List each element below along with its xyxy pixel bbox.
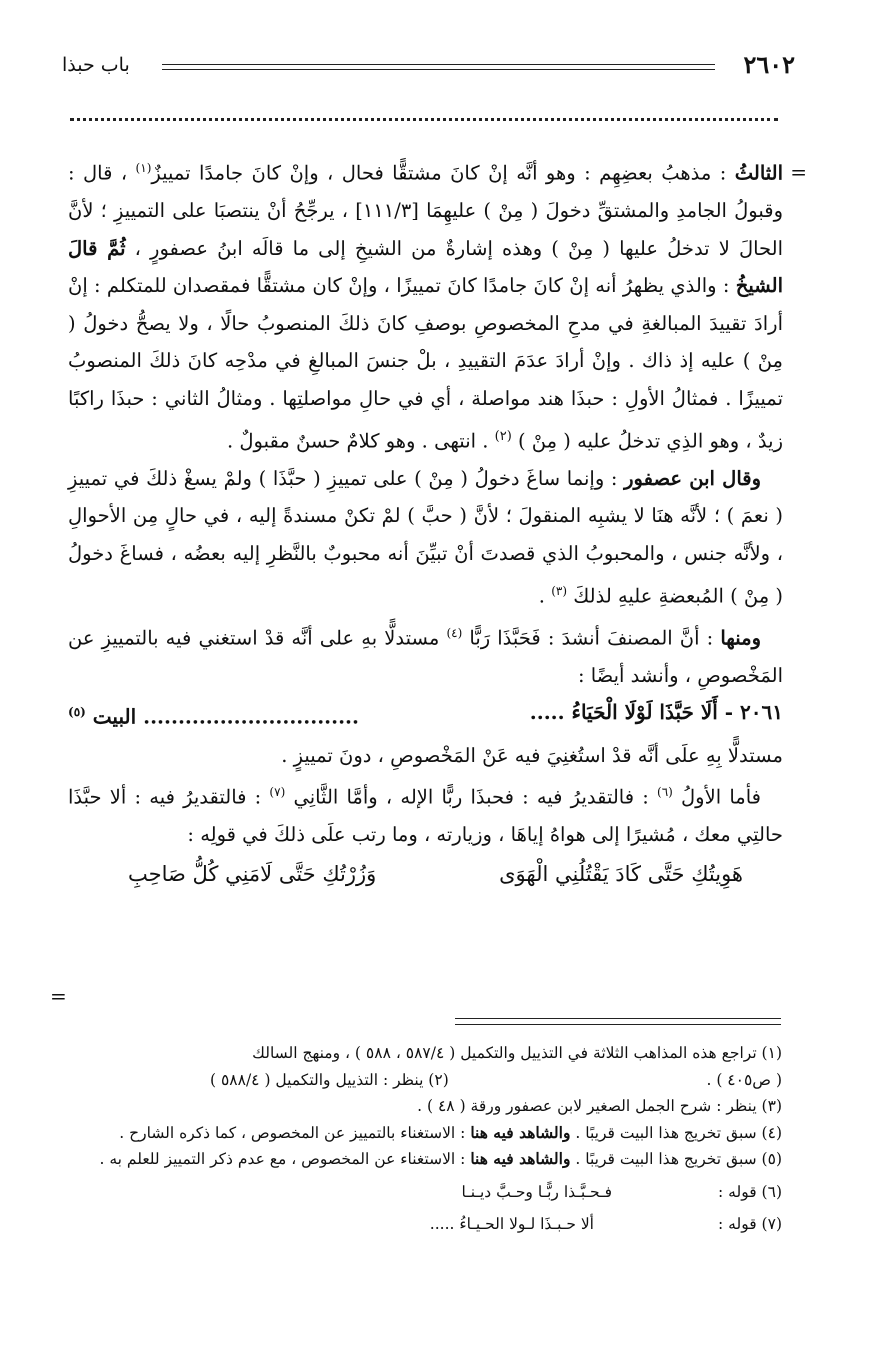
footnote-label: (٧) قوله : [718, 1215, 782, 1233]
footnote-ref: (٥) [68, 705, 86, 720]
footnote-5 [70, 1146, 782, 1173]
poetry-line [68, 856, 783, 894]
footnote-1 [70, 1040, 782, 1067]
poem-hemistich-first: هَوِيتُكِ حَتَّى كَادَ يَقْتُلُنِي الْهَوَى [499, 861, 743, 886]
footnote-lead: والشاهد فيه هنا [470, 1122, 571, 1142]
footnote-3 [70, 1093, 782, 1120]
footnote-text: (١) تراجع هذه المذاهب الثلاثة في التذييل والتكميل ( ٥٨٧/٤ ، ٥٨٨ ) ، ومنهج السالك [252, 1044, 782, 1062]
footnote-ref: (١) [135, 161, 152, 175]
paragraph-text: فأما الأولُ [681, 785, 761, 809]
paragraph-text: : أنَّ المصنفَ أنشدَ : فَحَبَّذَا رَبًّا [469, 626, 714, 650]
continues-mark: = [50, 984, 67, 1008]
section-title: باب حبذا [62, 54, 130, 76]
footnote-7 [70, 1211, 782, 1238]
paragraph-text: مستدلًّا بهِ على أنَّه قدْ استغني فيه بالتمييزِ عن المَخْصوصِ ، وأنشد أيضًا : [68, 626, 783, 687]
footnote-text: (٤) سبق تخريج هذا البيت قريبًا . [575, 1123, 782, 1142]
footnote-ref: (٤) [446, 625, 463, 640]
dotted-separator [70, 118, 778, 121]
footnote-rule [455, 1018, 781, 1019]
footnote-text: ( ص٤٠٥ ) . [706, 1070, 782, 1089]
footnote-ref: (٧) [269, 785, 286, 800]
paragraph-ibn-usfur [68, 460, 783, 615]
header-rule [162, 64, 715, 70]
poem-hemistich-second: وَزُرْتُكِ حَتَّى لَامَنِي كُلُّ صَاحِبِ [128, 861, 377, 886]
page-number: ٢٦٠٢ [743, 50, 795, 79]
paragraph-text: ، قال : وقبولُ الجامدِ والمشتقِّ دخولَ ( مِنْ ) عليهِمَا [١١١/٣] ، يرجِّحُ أنْ ينتصبَا على التمييزِ ؛ لأنَّ الحالَ لا تدخلُ عليها ( مِنْ ) وهذه إشارةٌ من الشيخِ إلى ما قالَه ابنُ عصفورٍ ، [68, 161, 783, 260]
paragraph-text: . انتهى . وهو كلامٌ حسنٌ مقبولٌ . [226, 429, 489, 453]
footnote-text: : الاستغناء بالتمييز عن المخصوص ، كما ذكره الشارح . [119, 1123, 466, 1142]
paragraph-lead: ومنها [720, 626, 761, 650]
paragraph-lead: وقال ابن عصفور [624, 466, 762, 490]
paragraph-text: : مذهبُ بعضِهِم : وهو أنَّه إنْ كانَ مشتقًّا فحال ، وإنْ كانَ جامدًا تمييزٌ [151, 161, 727, 185]
footnote-text: (٥) سبق تخريج هذا البيت قريبًا . [575, 1150, 782, 1168]
paragraph-fa-amma [68, 774, 783, 854]
footnote-rule [455, 1024, 781, 1025]
paragraph-lead: الثالثُ [734, 161, 784, 185]
footnote-ref: (٦) [657, 785, 673, 800]
footnote-text: : الاستغناء عن المخصوص ، مع عدم ذكر التمييز للعلم به . [99, 1150, 466, 1168]
paragraph-text: . [538, 584, 545, 608]
footnote-text: (٣) ينظر : شرح الجمل الصغير لابن عصفور ورقة ( ٤٨ ) . [417, 1097, 782, 1115]
footnote-verse: ألا حـبـذَا لـولا الحـيـاءُ ..... [429, 1215, 594, 1233]
footnote-lead: والشاهد فيه هنا [470, 1149, 571, 1168]
example-number: ٢٠٦١ - [724, 700, 783, 725]
example-bayt: البيت [92, 704, 137, 729]
paragraph-text: : فالتقديرُ فيه : ألا حبَّذَا حالتِي معك ، مُشيرًا إلى هواهُ إياهَا ، وزيارته ، وما رتب علَى ذلكَ في قولِه : [68, 785, 783, 847]
main-text [68, 150, 783, 893]
footnotes [70, 1040, 782, 1238]
paragraph-text: : فالتقديرُ فيه : فحبذَا ربًّا الإله ، وأمَّا الثَّانِي [293, 785, 649, 809]
footnote-ref: (٣) [551, 583, 568, 598]
paragraph-text: : والذي يظهرُ أنه إنْ كانَ جامدًا كانَ تمييزًا ، وإنْ كان مشتقًّا فمقصدان للمتكلم : إنْ أرادَ تقييدَ المبالغةِ في مدحِ المخصوصِ بوصفِ كانَ ذلكَ المنصوبُ حالًا ، ولا يصحُّ دخولُ ( مِنْ ) عليه إذ ذاك . وإنْ أرادَ عدَمَ التقييدِ ، بلْ جنسَ المبالغِ في مدْحِه كانَ ذلكَ المنصوبُ تمييزًا . فمثالُ الأولِ : حبذَا هند مواصلة ، أي في حالِ مواصلتِها . ومثالُ الثاني : حبذَا راكبًا زيدٌ ، وهو الذِي تدخلُ عليه ( مِنْ ) [68, 274, 783, 453]
example-verse [530, 694, 783, 736]
footnote-2: (٢) ينظر : التذييل والتكميل ( ٥٨٨/٤ ) [210, 1070, 449, 1089]
page-header [62, 50, 795, 90]
paragraph-mustadillan [68, 737, 783, 775]
example-verse-rest [68, 694, 359, 736]
paragraph-third-opinion [68, 150, 783, 460]
footnote-label: (٦) قوله : [718, 1182, 782, 1201]
example-verse-line [68, 694, 783, 736]
footnote-6 [70, 1179, 782, 1206]
paragraph-text: مستدلًّا بِهِ علَى أنَّه قدْ استُغنِيَ فيه عَنْ المَخْصوصِ ، دونَ تمييزٍ . [281, 743, 783, 767]
paragraph-minha [68, 615, 783, 695]
continuation-mark: = [790, 160, 807, 184]
footnote-1-cont [70, 1067, 782, 1094]
footnote-4 [70, 1120, 782, 1147]
example-verse-text: أَلَا حَبَّذَا لَوْلَا الْحَيَاءُ ..... [529, 700, 718, 725]
footnote-verse: فـحـبَّـذا ربًّـا وحـبَّ ديـنـا [461, 1182, 612, 1201]
footnote-ref: (٢) [494, 428, 512, 444]
paragraph-lead: ثُمَّ قالَ الشيخُ [68, 236, 783, 298]
paragraph-text: : وإنما ساغَ دخولُ ( مِنْ ) على تمييزِ ( حبَّذَا ) ولمْ يسغْ ذلكَ في تمييزِ ( نعمَ ) ؛ لأنَّه هنَا لا يشبِه المنقولَ ؛ لأنَّ ( حبَّ ) لمْ تكنْ مسندةً إليه ، في حالٍ مِن الأحوالِ ، ولأنَّه جنس ، والمحبوبُ الذي قصدتَ أنْ تبيِّنَ أنه محبوبٌ بالنَّظرِ إليه بعضُه ، فساغَ دخولُ ( مِنْ ) المُبعضةِ عليهِ لذلكَ [68, 466, 783, 608]
example-dots: ............................... [143, 704, 359, 729]
